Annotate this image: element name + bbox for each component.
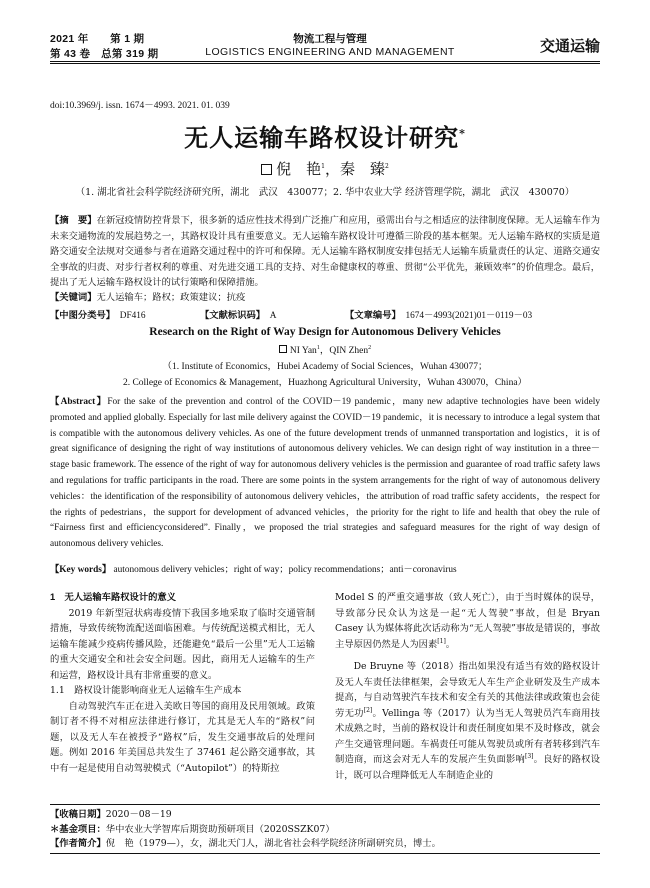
abstract-cn-label: 【摘 要】 (50, 215, 97, 226)
affiliation-en-line1: （1. Institute of Economics，Hubei Academy of Social Sciences，Wuhan 430077； (162, 362, 488, 372)
body-paragraph: 自动驾驶汽车正在进入美欧日等国的商用及民用领域。政策制订者不得不对相应法律进行修订，尤其是无人车的“路权”问题，以及无人车在被授予“路权”后，发生交通事故后的处理问题。例如 2016 年美国总共发生了 37461 起公路交通事故，其中有一起是使用自动驾驶模式（“Autopilot”）的特斯拉 (50, 700, 315, 774)
body-right-column (335, 590, 600, 783)
received-value: 2020－08－19 (105, 809, 172, 820)
article-number (345, 307, 532, 321)
issue-volume: 第 43 卷 总第 319 期 (50, 48, 159, 60)
article-title-text: 无人运输车路权设计研究 (184, 123, 460, 152)
author-2: 秦 臻 (340, 160, 386, 178)
footnotes (50, 808, 600, 852)
author-bio-label: 【作者简介】 (50, 838, 106, 849)
doi: doi:10.3969/j. issn. 1674－4993. 2021. 01. 039 (50, 101, 230, 111)
author-1-sup: 1 (321, 163, 325, 170)
keywords-en-label: 【Key words】 (50, 565, 112, 575)
author-en-box-icon (279, 345, 287, 353)
header-rule (50, 61, 600, 62)
author-2-sup: 2 (385, 163, 389, 170)
abstract-en-label: 【Abstract】 (50, 397, 108, 407)
keywords-cn-text: 无人运输车；路权；政策建议；抗疫 (96, 292, 246, 303)
issue-year-number: 2021 年 第 1 期 (50, 33, 145, 45)
affiliation-en-line2: 2. College of Economics & Management，Huazhong Agricultural University，Wuhan 430070，China） (122, 378, 528, 388)
author-en-1-sup: 1 (316, 344, 320, 351)
body-text: 。Vellinga 等（2017）认为当无人驾驶员汽车商用技术成熟之时，当前的路权设计和责任制度如果不及时修改，就会产生交通管理问题。车祸责任可能从驾驶员或所有者转移到汽车制造商，而这会对无人车的发展产生负面影响 (335, 707, 600, 765)
author-en-2: QIN Zhen (329, 346, 369, 356)
body-text: 。良好的路权设计，既可以合理降低无人车制造企业的 (335, 754, 600, 781)
keywords-en-text: autonomous delivery vehicles；right of way；policy recommendations；anti－coronavirus (113, 565, 457, 575)
abstract-cn (50, 213, 600, 291)
clc-number (50, 307, 146, 321)
keywords-en (50, 563, 600, 579)
clc-value: DF416 (119, 311, 146, 321)
bottom-rule (50, 853, 600, 854)
author-1: 倪 艳 (276, 160, 322, 178)
footnote-rule (50, 804, 600, 805)
author-box-icon (261, 164, 272, 175)
affiliation-cn: （1. 湖北省社会科学院经济研究所，湖北 武汉 430077；2. 华中农业大学 经济管理学院，湖北 武汉 430070） (75, 187, 575, 198)
art-label: 【文章编号】 (345, 310, 397, 321)
fund-label: ＊基金项目： (50, 823, 106, 835)
body-paragraph (335, 659, 600, 783)
reference-mark: [1] (437, 637, 446, 645)
art-value: 1674－4993(2021)01－0119－03 (405, 311, 533, 321)
author-bio (50, 837, 600, 852)
keywords-cn-label: 【关键词】 (50, 292, 97, 303)
doc-value: A (269, 311, 277, 321)
reference-mark: [3] (524, 752, 534, 760)
fund-project (50, 823, 600, 838)
abstract-cn-text: 在新冠疫情防控背景下，很多新的适应性技术得到广泛推广和应用，亟需出台与之相适应的法律制度保障。无人运输车作为未来交通物流的发展趋势之一，其路权设计具有重要意义。无人运输车路权设计可遵循三阶段的基本框架。无人运输车路权的实质是道路交通安全法规对交通参与者在道路交通过程中的许可和保障。无人运输车路权制度安排包括无人运输车质量责任的认定、道路交通安全事故的归责、对步行者权利的尊重、对先进交通工具的支持、对生命健康权的尊重、贯彻“公平优先，兼顾效率”的价值理念。最后，提出了无人运输车路权设计的试行策略和保障措施。 (50, 215, 600, 289)
body-text: Model S 的严重交通事故（致人死亡），由于当时媒体的误导，导致部分民众认为这是一起“无人驾驶”事故，但是 Bryan Casey 认为媒体将此次话动称为“无人驾驶”事故是错误的，事故主导原因仍然是人为因素 (335, 592, 600, 650)
body-left-column (50, 590, 315, 776)
article-title (50, 118, 600, 153)
reference-mark: [2] (363, 706, 373, 714)
doc-label: 【文献标识码】 (200, 310, 261, 321)
doc-code (200, 307, 276, 321)
fund-value: 华中农业大学智库后期资助预研项目（2020SSZK07） (105, 823, 335, 835)
body-paragraph (335, 590, 600, 652)
body-text: De Bruyne 等（2018）指出如果没有适当有效的路权设计及无人车责任法律框架，会导致无人车生产企业研发及生产成本提高，与自动驾驶汽车技术和安全有关的其他法律或政策也会徒劳无功 (335, 661, 600, 719)
authors-en (50, 342, 600, 356)
body-text: 。 (445, 638, 456, 650)
subsection-1-1-heading: 1.1 路权设计能影响商业无人运输车生产成本 (50, 685, 242, 696)
column-name: 交通运输 (539, 38, 600, 55)
clc-label: 【中图分类号】 (50, 310, 111, 321)
journal-name-en: LOGISTICS ENGINEERING AND MANAGEMENT (205, 46, 455, 58)
author-en-2-sup: 2 (368, 344, 372, 351)
journal-name-cn: 物流工程与管理 (293, 33, 367, 45)
author-sep: ， (324, 160, 340, 178)
authors (50, 158, 600, 179)
received-label: 【收稿日期】 (50, 809, 106, 820)
author-en-sep: ， (319, 346, 330, 356)
section-1-heading: 1 无人运输车路权设计的意义 (50, 592, 177, 602)
keywords-cn (50, 290, 600, 306)
title-footnote-mark: * (459, 127, 466, 140)
header-rule-thin (50, 63, 600, 64)
author-bio-value: 倪 艳（1979—），女，湖北天门人，湖北省社会科学院经济所副研究员，博士。 (105, 838, 441, 849)
abstract-en (50, 395, 600, 553)
author-en-1: NI Yan (289, 346, 317, 356)
received-date (50, 808, 600, 823)
abstract-en-text: For the sake of the prevention and control of the COVID－19 pandemic，many new adaptive technologies have been widely promoted and applied globally. Especially for last mile delivery against the COVID－19 pandemic，it is necessary to introduce a legal system that is compatible with the autonomous delivery vehicles. As one of the future development trends of unmanned transportation and logistics，it is of great significance of designing the right of way institutions of autonomous delivery vehicles. We can design right of way institution in a three－stage basic framework. The essence of the right of way for autonomous delivery vehicles is the permission and guarantee of road traffic safety laws and regulations for traffic participants in the road. There are some points in the system arrangements for the right of way of autonomous delivery vehicles：the identification of the responsibility of autonomous delivery vehicles，the attribution of road traffic safety accidents，the respect for the rights of pedestrians，the support for development of advanced vehicles，the priority for the right to life and health that obey the rule of “Fairness first and efficiencyconsidered”. Finally，we proposed the trial strategies and safeguard measures for the right of way design of autonomous delivery vehicles. (50, 397, 600, 550)
article-title-en: Research on the Right of Way Design for Autonomous Delivery Vehicles (149, 326, 501, 338)
body-paragraph: 2019 年新型冠状病毒疫情下我国多地采取了临时交通管制措施，导致传统物流配送面临困难。与传统配送模式相比，无人运输车能减少疫病传播风险，还能避免“最后一公里”无人工运输的重大交通安全和社会安全问题。因此，商用无人运输车的生产和运营，路权设计具有非常重要的意义。 (50, 607, 315, 681)
